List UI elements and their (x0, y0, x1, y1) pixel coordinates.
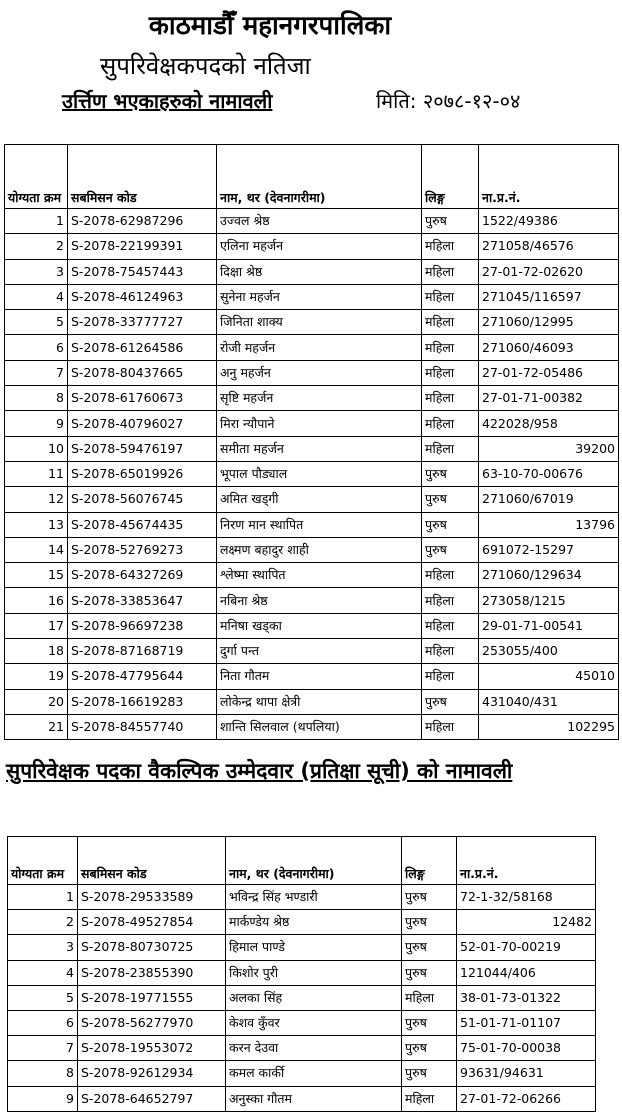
citizenship-no-cell: 422028/958 (479, 411, 619, 436)
citizenship-no-cell: 271045/116597 (479, 284, 619, 309)
table-row (5, 335, 619, 360)
col-header-name: नाम, थर (देवनागरीमा) (226, 837, 402, 885)
rank-cell: 8 (8, 1061, 78, 1086)
gender-cell: पुरुष (422, 461, 479, 486)
table-row (8, 910, 596, 935)
submission-code-cell: S-2078-65019926 (68, 461, 217, 486)
gender-cell: महिला (402, 985, 457, 1010)
publish-date: मिति: २०७८-१२-०४ (376, 89, 521, 113)
col-header-citizenship-no: ना.प्र.नं. (457, 837, 596, 885)
submission-code-cell: S-2078-52769273 (68, 537, 217, 562)
name-cell: केशव कुँवर (226, 1010, 402, 1035)
gender-cell: महिला (422, 259, 479, 284)
col-header-rank: योग्यता क्रम (5, 145, 68, 209)
submission-code-cell: S-2078-64652797 (78, 1086, 226, 1111)
table-row (5, 512, 619, 537)
submission-code-cell: S-2078-56277970 (78, 1010, 226, 1035)
name-cell: जिनिता शाक्य (217, 310, 422, 335)
submission-code-cell: S-2078-80437665 (68, 360, 217, 385)
rank-cell: 15 (5, 563, 68, 588)
rank-cell: 5 (8, 985, 78, 1010)
citizenship-no-cell: 1522/49386 (479, 209, 619, 234)
submission-code-cell: S-2078-84557740 (68, 714, 217, 739)
table-row (8, 1010, 596, 1035)
name-cell: निता गौतम (217, 664, 422, 689)
table-row (8, 985, 596, 1010)
submission-code-cell: S-2078-45674435 (68, 512, 217, 537)
gender-cell: महिला (422, 335, 479, 360)
rank-cell: 7 (8, 1036, 78, 1061)
gender-cell: पुरुष (422, 487, 479, 512)
col-header-gender: लिङ्ग (402, 837, 457, 885)
submission-code-cell: S-2078-19553072 (78, 1036, 226, 1061)
table-row (5, 639, 619, 664)
col-header-citizenship-no: ना.प्र.नं. (479, 145, 619, 209)
name-cell: उज्वल श्रेष्ठ (217, 209, 422, 234)
rank-cell: 9 (8, 1086, 78, 1111)
citizenship-no-cell: 271058/46576 (479, 234, 619, 259)
name-cell: हिमाल पाण्डे (226, 935, 402, 960)
passed-list-title: उर्त्तिण भएकाहरुको नामावली (62, 89, 273, 113)
name-cell: एलिना महर्जन (217, 234, 422, 259)
name-cell: सृष्टि महर्जन (217, 386, 422, 411)
gender-cell: पुरुष (402, 910, 457, 935)
table-header-row (8, 837, 596, 885)
submission-code-cell: S-2078-56076745 (68, 487, 217, 512)
submission-code-cell: S-2078-47795644 (68, 664, 217, 689)
col-header-submission-code: सबमिसन कोड (68, 145, 217, 209)
citizenship-no-cell: 13796 (479, 512, 619, 537)
submission-code-cell: S-2078-33853647 (68, 588, 217, 613)
name-cell: निरण मान स्थापित (217, 512, 422, 537)
name-cell: भूपाल पौड्याल (217, 461, 422, 486)
rank-cell: 8 (5, 386, 68, 411)
name-cell: किशोर पुरी (226, 960, 402, 985)
name-cell: भविन्द्र सिंह भण्डारी (226, 885, 402, 910)
submission-code-cell: S-2078-49527854 (78, 910, 226, 935)
submission-code-cell: S-2078-29533589 (78, 885, 226, 910)
gender-cell: महिला (422, 436, 479, 461)
table-row (5, 234, 619, 259)
table-row (5, 436, 619, 461)
rank-cell: 20 (5, 689, 68, 714)
rank-cell: 13 (5, 512, 68, 537)
rank-cell: 11 (5, 461, 68, 486)
submission-code-cell: S-2078-16619283 (68, 689, 217, 714)
gender-cell: पुरुष (422, 689, 479, 714)
submission-code-cell: S-2078-87168719 (68, 639, 217, 664)
submission-code-cell: S-2078-64327269 (68, 563, 217, 588)
table-row (5, 537, 619, 562)
rank-cell: 17 (5, 613, 68, 638)
table-row (5, 360, 619, 385)
rank-cell: 4 (8, 960, 78, 985)
table-row (8, 1061, 596, 1086)
gender-cell: पुरुष (422, 537, 479, 562)
rank-cell: 9 (5, 411, 68, 436)
table-row (5, 613, 619, 638)
col-header-gender: लिङ्ग (422, 145, 479, 209)
waiting-list-heading: सुपरिवेक्षक पदका वैकल्पिक उम्मेदवार (प्रतिक्षा सूची) को नामावली (6, 759, 513, 783)
citizenship-no-cell: 27-01-71-00382 (479, 386, 619, 411)
citizenship-no-cell: 12482 (457, 910, 596, 935)
gender-cell: महिला (422, 613, 479, 638)
table-row (5, 689, 619, 714)
rank-cell: 3 (5, 259, 68, 284)
rank-cell: 2 (8, 910, 78, 935)
table-row (5, 714, 619, 739)
table-row (5, 310, 619, 335)
col-header-submission-code: सबमिसन कोड (78, 837, 226, 885)
office-title: काठमाडौँ महानगरपालिका (148, 11, 392, 41)
citizenship-no-cell: 273058/1215 (479, 588, 619, 613)
gender-cell: पुरुष (402, 1036, 457, 1061)
table-row (5, 386, 619, 411)
gender-cell: महिला (422, 310, 479, 335)
gender-cell: महिला (422, 234, 479, 259)
name-cell: मनिषा खड्का (217, 613, 422, 638)
rank-cell: 19 (5, 664, 68, 689)
citizenship-no-cell: 38-01-73-01322 (457, 985, 596, 1010)
rank-cell: 16 (5, 588, 68, 613)
rank-cell: 1 (5, 209, 68, 234)
gender-cell: पुरुष (422, 209, 479, 234)
rank-cell: 12 (5, 487, 68, 512)
rank-cell: 4 (5, 284, 68, 309)
name-cell: नबिना श्रेष्ठ (217, 588, 422, 613)
passed-candidates-table (4, 144, 619, 740)
submission-code-cell: S-2078-96697238 (68, 613, 217, 638)
rank-cell: 6 (8, 1010, 78, 1035)
submission-code-cell: S-2078-19771555 (78, 985, 226, 1010)
citizenship-no-cell: 271060/129634 (479, 563, 619, 588)
gender-cell: पुरुष (402, 1010, 457, 1035)
gender-cell: महिला (422, 664, 479, 689)
rank-cell: 3 (8, 935, 78, 960)
rank-cell: 1 (8, 885, 78, 910)
gender-cell: पुरुष (402, 1061, 457, 1086)
submission-code-cell: S-2078-75457443 (68, 259, 217, 284)
citizenship-no-cell: 29-01-71-00541 (479, 613, 619, 638)
name-cell: करन देउवा (226, 1036, 402, 1061)
table-header-row (5, 145, 619, 209)
citizenship-no-cell: 691072-15297 (479, 537, 619, 562)
table-row (5, 411, 619, 436)
col-header-rank: योग्यता क्रम (8, 837, 78, 885)
table-row (5, 284, 619, 309)
citizenship-no-cell: 39200 (479, 436, 619, 461)
citizenship-no-cell: 75-01-70-00038 (457, 1036, 596, 1061)
submission-code-cell: S-2078-62987296 (68, 209, 217, 234)
citizenship-no-cell: 63-10-70-00676 (479, 461, 619, 486)
citizenship-no-cell: 253055/400 (479, 639, 619, 664)
submission-code-cell: S-2078-59476197 (68, 436, 217, 461)
submission-code-cell: S-2078-46124963 (68, 284, 217, 309)
table-row (8, 1036, 596, 1061)
citizenship-no-cell: 51-01-71-01107 (457, 1010, 596, 1035)
rank-cell: 10 (5, 436, 68, 461)
name-cell: अनु महर्जन (217, 360, 422, 385)
citizenship-no-cell: 52-01-70-00219 (457, 935, 596, 960)
rank-cell: 21 (5, 714, 68, 739)
submission-code-cell: S-2078-92612934 (78, 1061, 226, 1086)
gender-cell: महिला (422, 411, 479, 436)
submission-code-cell: S-2078-22199391 (68, 234, 217, 259)
gender-cell: पुरुष (422, 512, 479, 537)
gender-cell: महिला (422, 563, 479, 588)
submission-code-cell: S-2078-80730725 (78, 935, 226, 960)
table-row (8, 960, 596, 985)
citizenship-no-cell: 271060/12995 (479, 310, 619, 335)
rank-cell: 6 (5, 335, 68, 360)
citizenship-no-cell: 72-1-32/58168 (457, 885, 596, 910)
gender-cell: महिला (422, 639, 479, 664)
table-row (5, 664, 619, 689)
table-row (8, 1086, 596, 1111)
citizenship-no-cell: 431040/431 (479, 689, 619, 714)
name-cell: कमल कार्की (226, 1061, 402, 1086)
citizenship-no-cell: 27-01-72-06266 (457, 1086, 596, 1111)
name-cell: अनुस्का गौतम (226, 1086, 402, 1111)
submission-code-cell: S-2078-33777727 (68, 310, 217, 335)
citizenship-no-cell: 27-01-72-05486 (479, 360, 619, 385)
name-cell: श्लेष्मा स्थापित (217, 563, 422, 588)
name-cell: अलका सिंह (226, 985, 402, 1010)
name-cell: दुर्गा पन्त (217, 639, 422, 664)
citizenship-no-cell: 271060/67019 (479, 487, 619, 512)
submission-code-cell: S-2078-40796027 (68, 411, 217, 436)
name-cell: मार्कण्डेय श्रेष्ठ (226, 910, 402, 935)
rank-cell: 14 (5, 537, 68, 562)
gender-cell: पुरुष (402, 885, 457, 910)
name-cell: दिक्षा श्रेष्ठ (217, 259, 422, 284)
table-row (5, 487, 619, 512)
submission-code-cell: S-2078-61264586 (68, 335, 217, 360)
table-row (8, 885, 596, 910)
table-row (8, 935, 596, 960)
gender-cell: महिला (422, 360, 479, 385)
name-cell: मिरा न्यौपाने (217, 411, 422, 436)
citizenship-no-cell: 121044/406 (457, 960, 596, 985)
gender-cell: पुरुष (402, 935, 457, 960)
table-row (5, 563, 619, 588)
gender-cell: महिला (422, 588, 479, 613)
submission-code-cell: S-2078-23855390 (78, 960, 226, 985)
gender-cell: महिला (422, 284, 479, 309)
col-header-name: नाम, थर (देवनागरीमा) (217, 145, 422, 209)
name-cell: रोजी महर्जन (217, 335, 422, 360)
name-cell: अमित खड्गी (217, 487, 422, 512)
table-row (5, 209, 619, 234)
citizenship-no-cell: 102295 (479, 714, 619, 739)
table-row (5, 259, 619, 284)
name-cell: शान्ति सिलवाल (थपलिया) (217, 714, 422, 739)
waiting-list-table (7, 836, 596, 1112)
table-row (5, 588, 619, 613)
citizenship-no-cell: 27-01-72-02620 (479, 259, 619, 284)
name-cell: लोकेन्द्र थापा क्षेत्री (217, 689, 422, 714)
gender-cell: महिला (422, 386, 479, 411)
table-row (5, 461, 619, 486)
rank-cell: 5 (5, 310, 68, 335)
rank-cell: 7 (5, 360, 68, 385)
name-cell: लक्ष्मण बहादुर शाही (217, 537, 422, 562)
citizenship-no-cell: 271060/46093 (479, 335, 619, 360)
gender-cell: पुरुष (402, 960, 457, 985)
gender-cell: महिला (422, 714, 479, 739)
rank-cell: 18 (5, 639, 68, 664)
result-title: सुपरिवेक्षकपदको नतिजा (100, 52, 311, 80)
gender-cell: महिला (402, 1086, 457, 1111)
citizenship-no-cell: 93631/94631 (457, 1061, 596, 1086)
submission-code-cell: S-2078-61760673 (68, 386, 217, 411)
citizenship-no-cell: 45010 (479, 664, 619, 689)
name-cell: सुनेना महर्जन (217, 284, 422, 309)
name-cell: समीता महर्जन (217, 436, 422, 461)
rank-cell: 2 (5, 234, 68, 259)
